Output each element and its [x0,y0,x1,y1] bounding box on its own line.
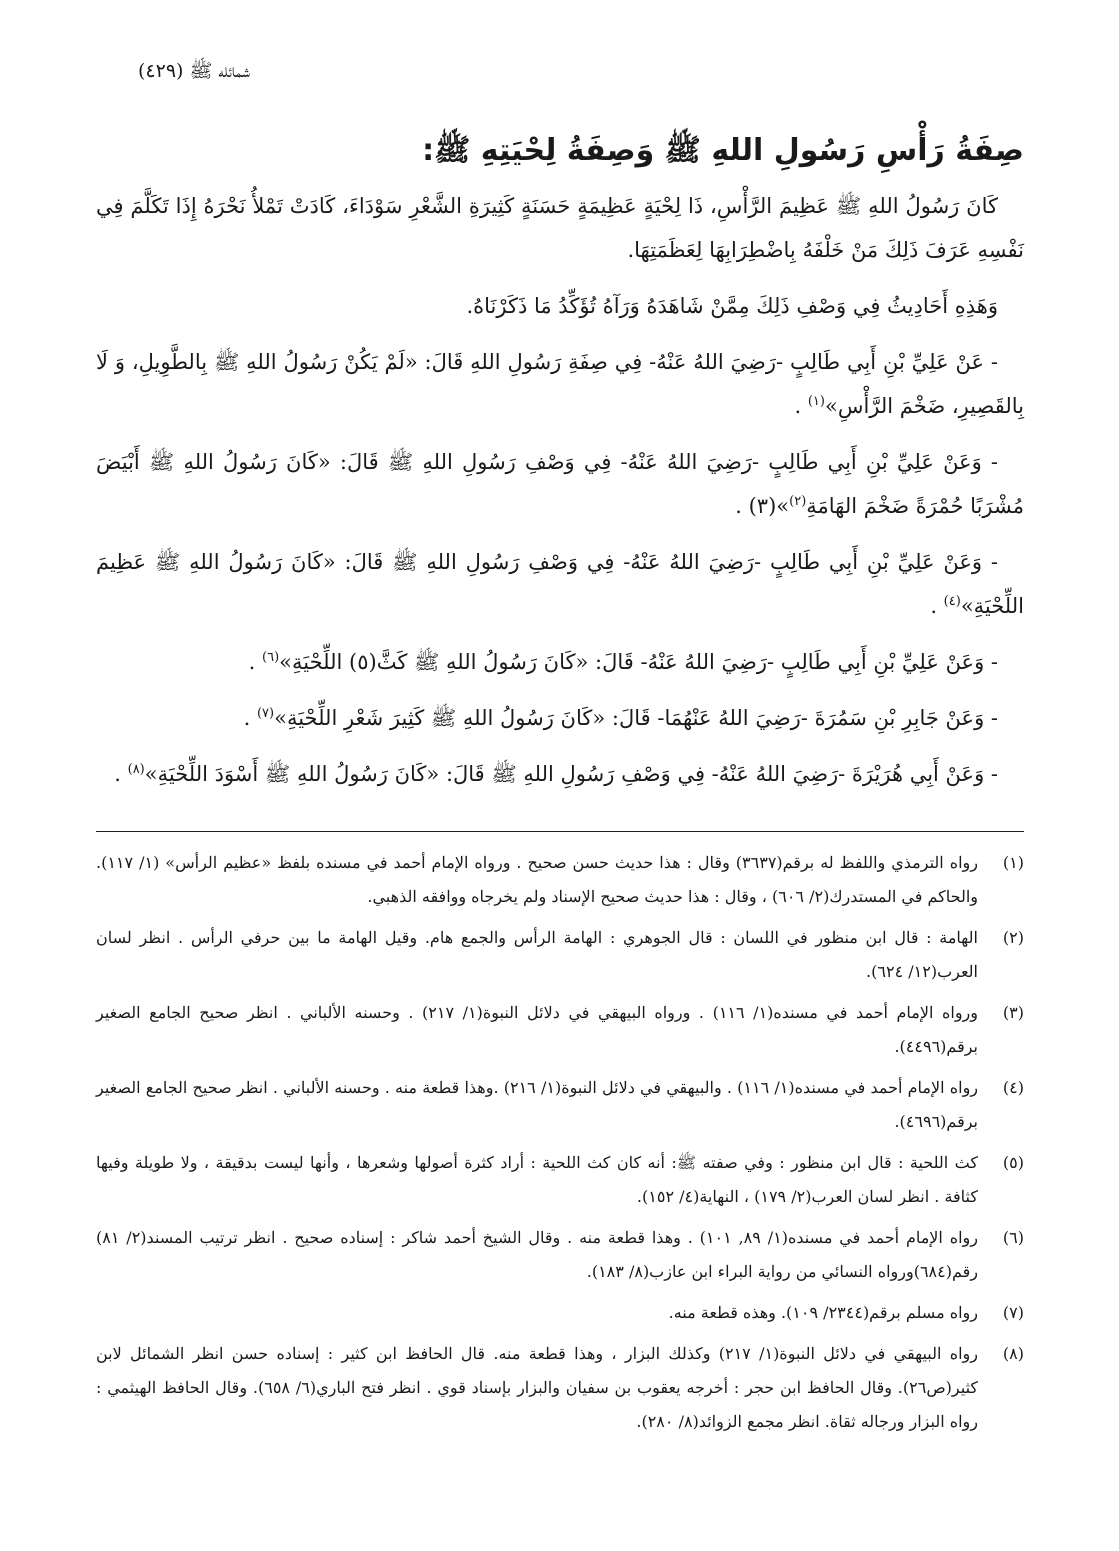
hadith-tail: . [930,594,944,618]
footnote-number: (٢) [1002,928,1024,947]
footnote-number: (٤) [1002,1078,1024,1097]
hadith-paragraph [96,440,1024,528]
footnote [96,1071,1024,1139]
footnote-text: رواه الترمذي واللفظ له برقم(٣٦٣٧) وقال : هذا حديث حسن صحيح . ورواه الإمام أحمد في مسنده بلفظ «عظيم الرأس» (١/ ١١٧). والحاكم في المستدرك(٢/ ٦٠٦) ، وقال : هذا حديث صحيح الإسناد ولم يخرجاه ووافقه الذهبي. [96,853,978,906]
hadith-tail: . [794,394,808,418]
footnote-marker: (٧) [256,706,275,721]
hadith-tail: . [248,650,263,674]
hadith-text: - عَنْ عَلِيِّ بْنِ أَبِي طَالِبٍ -رَضِيَ اللهُ عَنْهُ- فِي صِفَةِ رَسُولِ اللهِ قَالَ: «لَمْ يَكُنْ رَسُولُ اللهِ ﷺ بِالطَّوِيلِ، وَ لَا بِالقَصِيرِ، ضَخْمَ الرَّأْسِ» [96,350,1024,418]
footnote-text: الهامة : قال ابن منظور في اللسان : قال الجوهري : الهامة الرأس والجمع هام. وقيل الهامة ما بين حرفي الرأس . انظر لسان العرب(١٢/ ٦٢٤). [96,928,978,981]
hadith-tail: . [243,706,257,730]
hadith-paragraph [96,696,1024,740]
hadith-text: - وَعَنْ أَبِي هُرَيْرَةَ -رَضِيَ اللهُ عَنْهُ- فِي وَصْفِ رَسُولِ اللهِ ﷺ قَالَ: «كَانَ رَسُولُ اللهِ ﷺ أَسْوَدَ اللِّحْيَةِ» [144,762,998,786]
footnote [96,996,1024,1064]
footnote-divider [96,831,1024,832]
footnote-number: (٥) [1002,1153,1024,1172]
hadith-text: - وَعَنْ عَلِيِّ بْنِ أَبِي طَالِبٍ -رَضِيَ اللهُ عَنْهُ- فِي وَصْفِ رَسُولِ اللهِ ﷺ قَالَ: «كَانَ رَسُولُ اللهِ ﷺ عَظِيمَ اللِّحْيَةِ» [96,550,1024,618]
footnote-text: رواه الإمام أحمد في مسنده(١/ ٨٩, ١٠١) . وهذا قطعة منه . وقال الشيخ أحمد شاكر : إسناده صحيح . انظر ترتيب المسند(٢/ ٨١) رقم(٦٨٤)ورواه النسائي من رواية البراء ابن عازب(٨/ ١٨٣). [96,1228,979,1281]
hadith-text: - وَعَنْ جَابِرِ بْنِ سَمُرَةَ -رَضِيَ اللهُ عَنْهُمَا- قَالَ: «كَانَ رَسُولُ اللهِ ﷺ كَثِيرَ شَعْرِ اللِّحْيَةِ» [274,706,998,730]
footnote-number: (٦) [1002,1228,1024,1247]
footnote-text: رواه البيهقي في دلائل النبوة(١/ ٢١٧) وكذلك البزار ، وهذا قطعة منه. قال الحافظ ابن كثير : إسناده حسن انظر الشمائل لابن كثير(ص٢٦). وقال الحافظ ابن حجر : أخرجه يعقوب بن سفيان والبزار بإسناد قوي . انظر فتح الباري(٦/ ٦٥٨). وقال الحافظ الهيثمي : رواه البزار ورجاله ثقاة. انظر مجمع الزوائد(٨/ ٢٨٠). [96,1344,979,1431]
hadith-paragraph [96,752,1024,796]
hadith-tail: »(٣) . [735,494,790,518]
footnote [96,1337,1024,1439]
main-text [96,128,1024,808]
hadith-paragraph [96,640,1024,684]
lead-paragraph: وَهَذِهِ أَحَادِيثُ فِي وَصْفِ ذَلِكَ مِمَّنْ شَاهَدَهُ وَرَآهُ تُؤَكِّدُ مَا ذَكَرْنَاهُ. [466,294,998,318]
footnote-number: (١) [1002,853,1024,872]
footnote [96,1146,1024,1214]
footnote-text: رواه مسلم برقم(٢٣٤٤/ ١٠٩). وهذه قطعة منه. [668,1303,978,1322]
footnote-number: (٧) [1002,1303,1024,1322]
section-heading: صِفَةُ رَأْسِ رَسُولِ اللهِ ﷺ وَصِفَةُ لِحْيَتِهِ ﷺ: [422,133,1024,168]
footnote-marker: (٨) [127,762,145,777]
footnote-number: (٨) [1002,1344,1024,1363]
footnotes [96,846,1024,1446]
footnote [96,1296,1024,1330]
footnote-text: ورواه الإمام أحمد في مسنده(١/ ١١٦) . ورواه البيهقي في دلائل النبوة(١/ ٢١٧) . وحسنه الألباني . انظر صحيح الجامع الصغير برقم(٤٤٩٦). [96,1003,979,1056]
intro-paragraph: كَانَ رَسُولُ اللهِ ﷺ عَظِيمَ الرَّأْسِ، ذَا لِحْيَةٍ عَظِيمَةٍ حَسَنَةٍ كَثِيرَةِ الشَّعْرِ سَوْدَاءَ، كَادَتْ تَمْلأُ نَحْرَهُ إِذَا تَكَلَّمَ فِي نَفْسِهِ عَرَفَ ذَلِكَ مَنْ خَلْفَهُ بِاضْطِرَابِهَا لِعَظَمَتِهَا. [96,194,1024,262]
hadith-text: - وَعَنْ عَلِيِّ بْنِ أَبِي طَالِبٍ -رَضِيَ اللهُ عَنْهُ- فِي وَصْفِ رَسُولِ اللهِ ﷺ قَالَ: «كَانَ رَسُولُ اللهِ ﷺ أَبْيَضَ مُشْرَبًا حُمْرَةً ضَخْمَ الهَامَةِ [96,450,1024,518]
footnote [96,1221,1024,1289]
hadith-paragraph [96,340,1024,428]
hadith-text: - وَعَنْ عَلِيِّ بْنِ أَبِي طَالِبٍ -رَضِيَ اللهُ عَنْهُ- قَالَ: «كَانَ رَسُولُ اللهِ ﷺ كَثَّ(٥) اللِّحْيَةِ» [279,650,998,674]
hadith-tail: . [114,762,128,786]
footnote-number: (٣) [1002,1003,1024,1022]
footnote-text: كث اللحية : قال ابن منظور : وفي صفته ﷺ: أنه كان كث اللحية : أراد كثرة أصولها وشعرها ، وأنها ليست بدقيقة ، ولا طويلة وفيها كثافة . انظر لسان العرب(٢/ ١٧٩) ، النهاية(٤/ ١٥٢). [96,1153,978,1206]
footnote-text: رواه الإمام أحمد في مسنده(١/ ١١٦) . والبيهقي في دلائل النبوة(١/ ٢١٦) .وهذا قطعة منه . وحسنه الألباني . انظر صحيح الجامع الصغير برقم(٤٦٩٦). [96,1078,979,1131]
footnote-marker: (٤) [943,594,961,609]
footnote [96,921,1024,989]
hadith-paragraph [96,540,1024,628]
footnote-marker: (١) [807,394,825,409]
footnote [96,846,1024,914]
running-head: شمائله ﷺ (٤٢٩) [137,60,250,82]
footnote-marker: (٦) [262,650,280,665]
footnote-marker: (٢) [789,494,807,509]
